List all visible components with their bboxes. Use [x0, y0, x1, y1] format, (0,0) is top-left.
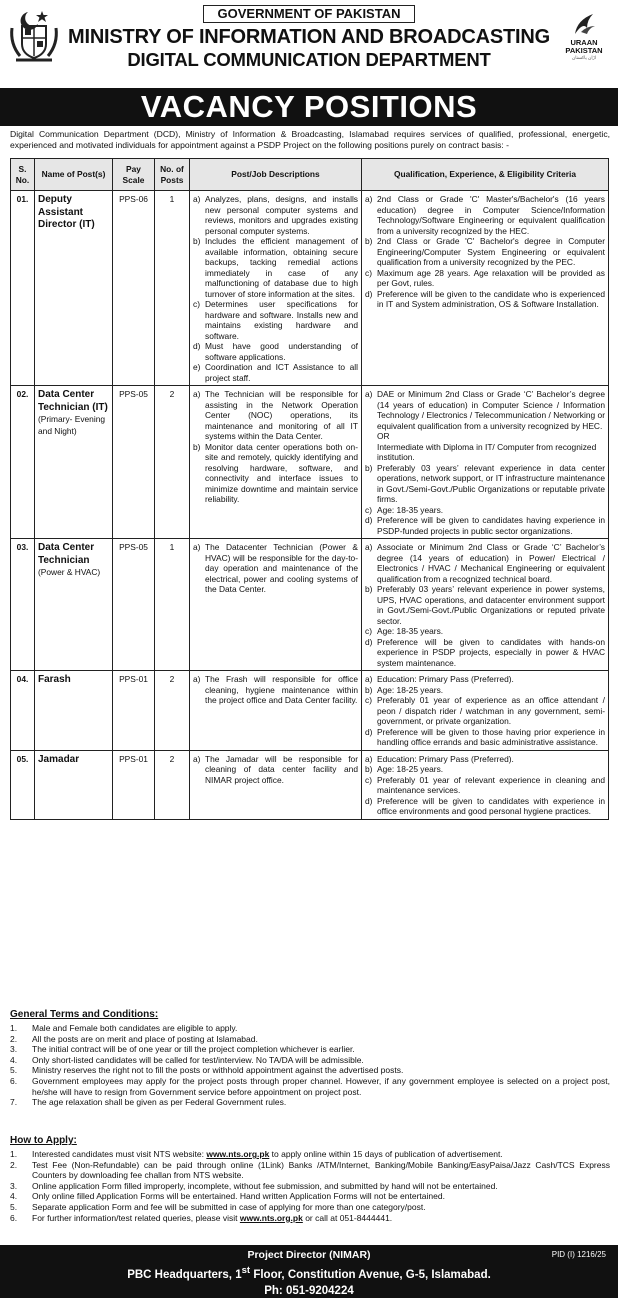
apply-item — [10, 1213, 610, 1224]
pay-scale: PPS-05 — [113, 539, 155, 671]
job-description-cell — [190, 386, 362, 539]
header-no-of-posts: No. of Posts — [155, 159, 190, 191]
list-item — [365, 268, 605, 289]
item-marker: d) — [365, 515, 373, 525]
qualification-cell — [362, 539, 609, 671]
job-description-list — [193, 389, 358, 505]
job-description-cell — [190, 539, 362, 671]
job-description-list — [193, 542, 358, 595]
item-marker: c) — [365, 695, 372, 705]
list-item — [365, 463, 605, 505]
pay-scale: PPS-01 — [113, 671, 155, 751]
item-text: Preference will be given to the candidate who is experienced in IT and System administration, OS & Software Installation. — [377, 288, 605, 309]
item-text: The Frash will responsible for office cleaning, hygiene maintenance within the project office and Data Center facility. — [205, 674, 358, 705]
item-text: Preference will be given to those having prior experience in handling office errands and basic administrative assistance. — [377, 726, 605, 747]
item-text: Preferably 01 year of relevant experience in cleaning and maintenance services. — [377, 774, 605, 795]
list-item — [365, 236, 605, 268]
state-emblem-icon — [8, 6, 60, 64]
footer-address-sup: st — [241, 1265, 251, 1276]
item-marker: a) — [193, 753, 201, 764]
terms-item — [10, 1044, 610, 1055]
list-item — [193, 341, 358, 362]
item-marker: a) — [193, 389, 201, 399]
item-text: Intermediate with Diploma in IT/ Computer from recognized institution. — [377, 441, 597, 462]
government-label: GOVERNMENT OF PAKISTAN — [203, 5, 416, 23]
apply-number: 1. — [10, 1149, 18, 1159]
terms-number: 1. — [10, 1023, 18, 1033]
apply-item — [10, 1149, 610, 1160]
list-item — [365, 626, 605, 637]
table-row — [11, 539, 609, 671]
list-item — [365, 505, 605, 516]
post-name-cell — [35, 191, 113, 386]
post-name-cell — [35, 539, 113, 671]
post-sno: 01. — [11, 191, 35, 386]
item-marker: d) — [365, 726, 373, 737]
footer-project-director: Project Director (NIMAR) — [247, 1249, 371, 1261]
terms-text: All the posts are on merit and place of posting at Islamabad. — [32, 1033, 258, 1044]
item-text: Age: 18-25 years. — [377, 764, 444, 774]
post-name-cell — [35, 386, 113, 539]
header-pay-scale: Pay Scale — [113, 159, 155, 191]
terms-number: 2. — [10, 1033, 18, 1044]
item-text: Preference will be given to candidates with experience in office environments and good personal hygiene practices. — [377, 795, 605, 816]
footer-address — [0, 1263, 618, 1283]
qualification-cell — [362, 191, 609, 386]
list-item — [365, 194, 605, 236]
terms-item — [10, 1065, 610, 1076]
no-of-posts: 2 — [155, 750, 190, 819]
apply-text — [32, 1191, 610, 1202]
department-title: DIGITAL COMMUNICATION DEPARTMENT — [127, 49, 491, 70]
list-item — [193, 194, 358, 236]
qualification-list — [365, 389, 605, 536]
item-text: 2nd Class or Grade 'C' Bachelor's degree in Computer Engineering/Computer System Engineering or equivalent qualification from a university recognized by the PEC. — [377, 236, 605, 267]
item-text: Coordination and ICT Assistance to all project staff. — [205, 362, 358, 383]
pid-number: PID (I) 1216/25 — [551, 1250, 606, 1259]
post-sno: 04. — [11, 671, 35, 751]
apply-number: 5. — [10, 1201, 18, 1212]
pay-scale: PPS-05 — [113, 386, 155, 539]
list-item — [365, 754, 605, 765]
post-sno: 02. — [11, 386, 35, 539]
terms-text: The initial contract will be of one year or till the project completion whichever is earlier. — [32, 1044, 355, 1055]
list-item — [193, 542, 358, 595]
apply-number: 3. — [10, 1180, 18, 1191]
header-sno: S. No. — [11, 159, 35, 191]
how-to-apply-title: How to Apply: — [10, 1135, 77, 1146]
list-item — [365, 796, 605, 817]
list-item — [193, 299, 358, 341]
apply-text-pre: Interested candidates must visit NTS website: — [32, 1149, 207, 1159]
list-item — [365, 685, 605, 696]
item-marker: a) — [193, 542, 201, 552]
post-name-cell — [35, 750, 113, 819]
terms-item — [10, 1034, 610, 1045]
item-marker: a) — [365, 389, 373, 399]
item-marker: a) — [193, 194, 201, 204]
list-item — [365, 695, 605, 727]
post-name: Jamadar — [38, 753, 80, 765]
list-item — [193, 362, 358, 383]
table-row — [11, 191, 609, 386]
list-item — [365, 674, 605, 685]
item-text: Preference will be given to candidates having experience in PSDP-funded projects in public sector organizations. — [377, 515, 605, 536]
terms-text: Male and Female both candidates are eligible to apply. — [32, 1023, 238, 1033]
item-text: Education: Primary Pass (Preferred). — [377, 674, 514, 684]
no-of-posts: 1 — [155, 539, 190, 671]
item-marker: c) — [365, 626, 372, 636]
post-name-cell — [35, 671, 113, 751]
item-text: The Jamadar will be responsible for cleaning of data center facility and NIMAR project office. — [205, 753, 358, 785]
terms-number: 3. — [10, 1044, 18, 1055]
item-text: DAE or Minimum 2nd Class or Grade ‘C’ Bachelor’s degree (14 years of education) in Computer Science / Information Technology / Electronics / Telecommunication / Networking or equivalent qualification from a university recognized by HEC. — [377, 389, 605, 431]
item-marker: d) — [365, 288, 373, 299]
qualification-cell — [362, 750, 609, 819]
item-marker: a) — [365, 542, 373, 552]
item-text: The Technician will be responsible for assisting in the Network Operation Center (NOC) operations, its maintenance and monitoring of all IT systems within the Data Center. — [205, 389, 358, 441]
list-item — [193, 754, 358, 786]
terms-text: Government employees may apply for the project posts through proper channel. However, if any government employee is selected on a project post, he/she will have to resign from Government service before appointment on project post. — [32, 1075, 610, 1097]
terms-item — [10, 1097, 610, 1108]
apply-text-post: or call at 051-8444441. — [302, 1212, 393, 1223]
header-post-name: Name of Post(s) — [35, 159, 113, 191]
qualification-cell — [362, 386, 609, 539]
intro-paragraph: Digital Communication Department (DCD), Ministry of Information & Broadcasting, Islamabad requires services of qualified, professional, energetic, experienced and motivated individuals for appointment against a PSDP Project on the following positions purely on contract basis: - — [10, 129, 610, 150]
post-name: Deputy Assistant Director (IT) — [38, 194, 95, 230]
job-description-list — [193, 754, 358, 786]
apply-text — [32, 1160, 610, 1181]
uraan-name-2: PAKISTAN — [565, 46, 603, 56]
list-item — [365, 764, 605, 775]
list-item — [365, 542, 605, 584]
header — [0, 0, 618, 90]
apply-text-pre: For further information/test related queries, please visit — [32, 1212, 240, 1223]
apply-text-pre: Only online filled Application Forms will be entertained. Hand written Application Forms will not be entertained. — [32, 1191, 445, 1202]
item-text: Preferably 01 year of experience as an office attendant / peon / dispatch rider / watchman in any government, semi-government, or private organization. — [377, 695, 605, 726]
post-name: Data Center Technician (IT) — [38, 389, 108, 413]
terms-number: 5. — [10, 1065, 18, 1076]
table-row — [11, 750, 609, 819]
item-text: Preference will be given to candidates with hands-on experience in PSDP projects, especially in power & HVAC system maintenance. — [377, 636, 605, 668]
uraan-name: URAAN — [570, 38, 598, 48]
pay-scale: PPS-01 — [113, 750, 155, 819]
list-item — [193, 442, 358, 505]
apply-text-pre: Separate application Form and fee will be submitted in case of applying for more than one category/post. — [32, 1201, 426, 1212]
post-sno: 03. — [11, 539, 35, 671]
apply-text — [32, 1202, 610, 1213]
list-item — [365, 727, 605, 748]
item-marker: c) — [365, 267, 372, 278]
item-text: The Datacenter Technician (Power & HVAC) will be responsible for the day-to-day operation and maintenance of the electrical, power and cooling systems of the Data Center. — [205, 542, 358, 594]
post-name: Farash — [38, 674, 71, 685]
list-item — [193, 674, 358, 706]
item-text: 2nd Class or Grade 'C' Master's/Bachelor's (16 years education) degree in Computer Science/Information Technology/Software Engineering or equivalent qualification from a university recognized by the HEC. — [377, 194, 605, 236]
table-header-row — [11, 159, 609, 191]
footer-address-part-1: PBC Headquarters, 1 — [127, 1268, 242, 1281]
item-text: Age: 18-25 years. — [377, 684, 444, 695]
item-marker: a) — [365, 674, 373, 684]
item-text: OR — [377, 431, 390, 441]
item-text: Monitor data center operations both on-site and remotely, quickly identifying and resolving hardware, software, and connectivity and interface issues to minimize downtime and maintain service reliability. — [205, 441, 358, 504]
item-text: Preferably 03 years’ relevant experience in power systems, UPS, HVAC operations, and datacenter environment support in Govt./Semi-Govt./Public Organizations or reputed private sector. — [377, 584, 605, 626]
job-description-cell — [190, 750, 362, 819]
item-marker: d) — [365, 795, 373, 806]
nts-website-link[interactable]: www.nts.org.pk — [239, 1212, 303, 1223]
uraan-bird-icon — [569, 12, 599, 36]
item-marker: b) — [193, 236, 201, 246]
item-marker: e) — [193, 362, 201, 372]
list-item — [365, 431, 605, 442]
terms-text: The age relaxation shall be given as per Federal Government rules. — [32, 1097, 287, 1108]
footer-address-part-2: Floor, Constitution Avenue, G-5, Islamabad. — [250, 1268, 491, 1281]
terms-item — [10, 1023, 610, 1034]
apply-number: 4. — [10, 1191, 18, 1202]
no-of-posts: 2 — [155, 386, 190, 539]
list-item — [365, 289, 605, 310]
terms-number: 4. — [10, 1054, 18, 1065]
table-row — [11, 386, 609, 539]
item-marker: b) — [365, 764, 373, 774]
job-description-list — [193, 194, 358, 383]
item-marker: c) — [365, 774, 372, 785]
apply-item — [10, 1191, 610, 1202]
list-item — [365, 637, 605, 669]
terms-text: Only short-listed candidates will be called for test/interview. No TA/DA will be admissible. — [32, 1054, 364, 1065]
list-item — [193, 236, 358, 299]
item-marker: c) — [193, 299, 200, 309]
terms-title: General Terms and Conditions: — [10, 1009, 159, 1020]
item-marker: a) — [365, 194, 373, 204]
qualification-cell — [362, 671, 609, 751]
job-description-cell — [190, 671, 362, 751]
terms-item — [10, 1076, 610, 1097]
post-subtitle: (Primary- Evening and Night) — [38, 414, 106, 436]
apply-text-pre: Online application Form filled improperly, incomplete, without fee submission, and submitted by hand will not be entertained. — [32, 1180, 498, 1191]
qualification-list — [365, 674, 605, 748]
post-subtitle: (Power & HVAC) — [38, 567, 101, 577]
apply-text — [32, 1181, 610, 1192]
how-to-apply-list — [10, 1149, 610, 1223]
item-marker: b) — [193, 441, 201, 452]
footer-phone: Ph: 051-9204224 — [264, 1284, 354, 1297]
apply-item — [10, 1160, 610, 1181]
vacancy-table — [10, 158, 609, 820]
footer — [0, 1245, 618, 1298]
terms-number: 7. — [10, 1097, 18, 1108]
item-text: Age: 18-35 years. — [377, 626, 444, 636]
terms-text: Ministry reserves the right not to fill the posts or withhold appointment against the advertised posts. — [32, 1065, 404, 1076]
pay-scale: PPS-06 — [113, 191, 155, 386]
item-marker: b) — [365, 462, 373, 473]
header-qualification: Qualification, Experience, & Eligibility Criteria — [362, 159, 609, 191]
apply-number: 2. — [10, 1159, 18, 1170]
job-description-cell — [190, 191, 362, 386]
table-row — [11, 671, 609, 751]
apply-text — [32, 1149, 610, 1160]
terms-item — [10, 1055, 610, 1066]
item-marker: c) — [365, 504, 372, 515]
post-name: Data Center Technician — [38, 542, 95, 566]
item-text: Determines user specifications for hardware and software. Installs new and maintains existing hardware and software. — [205, 299, 358, 341]
apply-text-pre: Test Fee (Non-Refundable) can be paid through online (1Link) Banks /ATM/Internet, Banking/Mobile Banking/EasyPaisa/Jazz Cash/TCS Express Counters by downloading fee challan from NTS website. — [32, 1159, 610, 1181]
apply-item — [10, 1181, 610, 1192]
item-text: Associate or Minimum 2nd Class or Grade ‘C’ Bachelor’s degree (14 years of education) in Power/ Electrical / Electronics / HVAC / Mechanical Engineering or equivalent qualification from a recognized technical board. — [377, 542, 605, 584]
apply-item — [10, 1202, 610, 1213]
item-marker: d) — [365, 636, 373, 647]
qualification-list — [365, 542, 605, 668]
item-marker: b) — [365, 684, 373, 695]
post-sno: 05. — [11, 750, 35, 819]
terms-list — [10, 1023, 610, 1108]
terms-number: 6. — [10, 1075, 18, 1086]
qualification-list — [365, 194, 605, 310]
item-text: Must have good understanding of software applications. — [205, 341, 358, 362]
item-text: Analyzes, plans, designs, and installs new personal computer systems and reviews, monitors and upgrades existing personal computer systems. — [205, 194, 358, 236]
apply-text — [32, 1213, 610, 1224]
apply-text-post: to apply online within 15 days of publication of advertisement. — [269, 1149, 503, 1159]
item-text: Education: Primary Pass (Preferred). — [377, 753, 514, 764]
ministry-title: MINISTRY OF INFORMATION AND BROADCASTING — [68, 26, 550, 48]
list-item — [365, 584, 605, 626]
list-item — [365, 515, 605, 536]
item-marker: d) — [193, 341, 201, 351]
uraan-pakistan-logo — [558, 12, 610, 68]
header-job-descriptions: Post/Job Descriptions — [190, 159, 362, 191]
item-text: Includes the efficient management of available information, obtaining secure backups, tacking remedial actions immediately in case of any malfunctioning of database due to high turnover of store information at the sites. — [205, 236, 358, 299]
item-marker: b) — [365, 236, 373, 246]
item-marker: b) — [365, 584, 373, 594]
apply-number: 6. — [10, 1212, 18, 1223]
list-item — [193, 389, 358, 442]
list-item — [365, 389, 605, 431]
qualification-list — [365, 754, 605, 817]
list-item — [365, 775, 605, 796]
no-of-posts: 2 — [155, 671, 190, 751]
item-text: Age: 18-35 years. — [377, 504, 444, 515]
item-text: Preferably 03 years’ relevant experience in data center operations, network support, or IT infrastructure maintenance in Govt./Semi-Govt./Public Organizations or reputable private firms. — [377, 462, 605, 504]
item-marker: a) — [193, 674, 201, 684]
no-of-posts: 1 — [155, 191, 190, 386]
job-description-list — [193, 674, 358, 706]
item-text: Maximum age 28 years. Age relaxation will be provided as per Govt, rules. — [377, 267, 605, 288]
nts-website-link[interactable]: www.nts.org.pk — [206, 1149, 270, 1159]
item-marker: a) — [365, 753, 373, 764]
vacancy-banner: VACANCY POSITIONS — [0, 88, 618, 126]
list-item — [365, 442, 605, 463]
uraan-tagline: اڑان پاکستان — [571, 55, 597, 61]
